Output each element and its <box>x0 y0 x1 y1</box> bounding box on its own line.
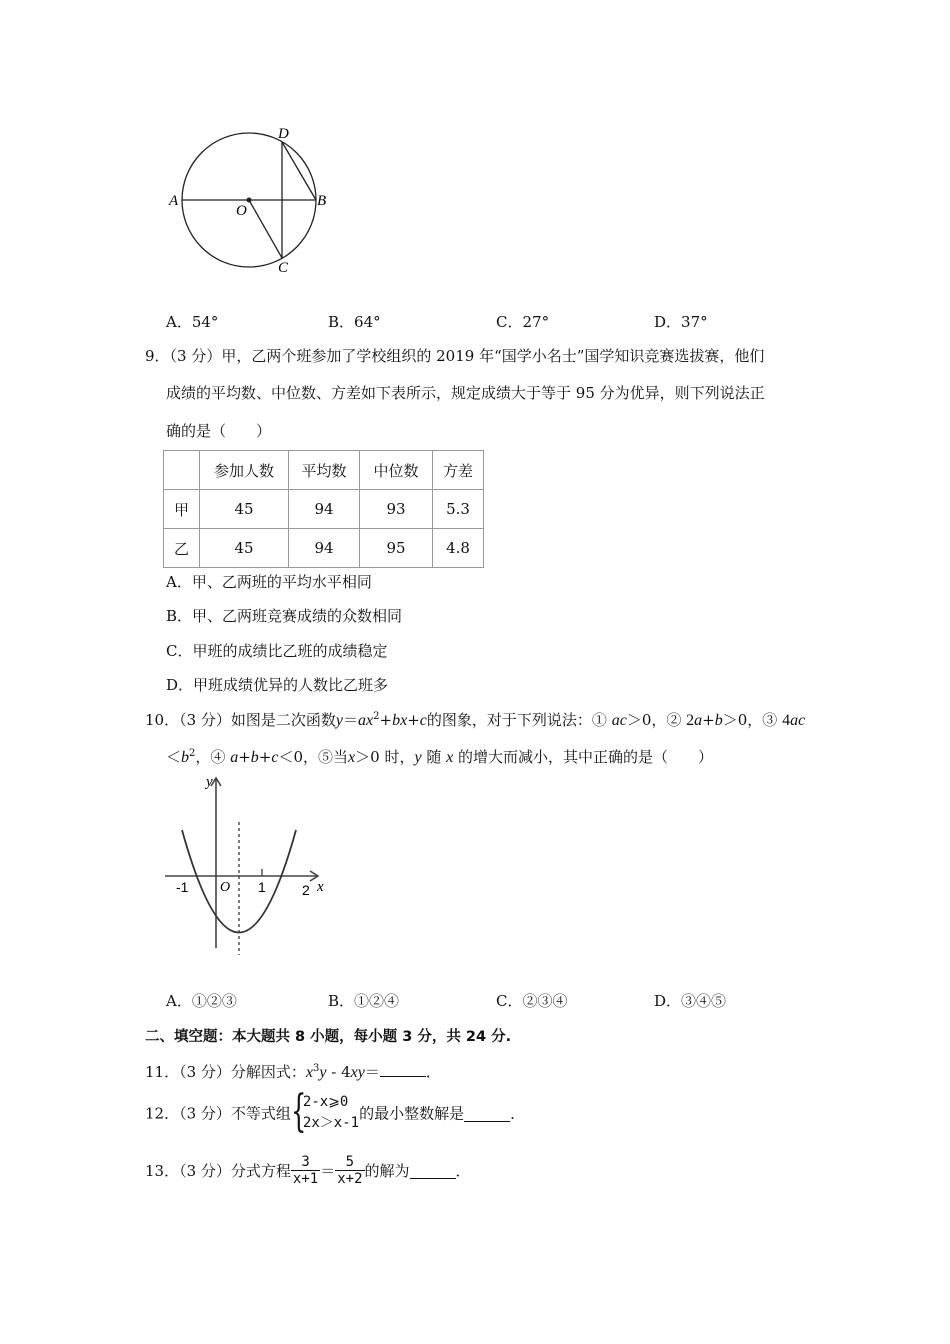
q11: 11．（3 分）分解因式：$x^3y - 4xy=$ ． <box>145 1060 441 1082</box>
q9-option-a: A．甲、乙两班的平均水平相同 <box>166 573 372 591</box>
statement-2: ② <box>666 711 682 729</box>
q11-end: ． <box>425 1063 441 1081</box>
label-D: D <box>278 126 289 142</box>
q10-option-d: D．③④⑤ <box>654 992 727 1010</box>
label-O: O <box>236 203 247 219</box>
q8-option-d: D．37° <box>654 313 708 331</box>
axis-label-y: y <box>206 774 213 790</box>
q11-text: （3 分）分解因式： <box>179 1063 306 1081</box>
q10-stem-2: 的图象，对于下列说法： <box>426 711 592 729</box>
table-cell: 94 <box>289 529 360 568</box>
q10-number: 10． <box>145 711 180 729</box>
answer-blank[interactable] <box>380 1060 426 1077</box>
q8-option-a: A．54° <box>166 313 219 331</box>
q8-option-b: B．64° <box>328 313 381 331</box>
q9-number: 9． <box>145 347 170 365</box>
axis-label-x: x <box>317 879 324 895</box>
numerator-left: 3 <box>291 1154 320 1171</box>
statement-3-end: ， <box>195 748 211 766</box>
q13-eq: ＝ <box>320 1162 336 1181</box>
table-header: 中位数 <box>360 451 433 490</box>
label-A: A <box>169 193 179 209</box>
q12-end: ． <box>510 1104 526 1123</box>
q10-line-1: 10．（3 分）如图是二次函数$y=ax^2+bx+c$的图象，对于下列说法：① ac＞0，② 2a+b＞0，③ 4ac <box>145 711 806 729</box>
q13-end: ． <box>455 1162 471 1181</box>
table-cell: 45 <box>200 490 289 529</box>
statement-4-rest: ＜0， <box>278 748 319 766</box>
q9-line-2: 成绩的平均数、中位数、方差如下表所示，规定成绩大于等于 95 分为优异，则下列说法正 <box>166 384 765 402</box>
inequality-1: 2-x⩾0 <box>302 1094 349 1110</box>
q13-number: 13． <box>145 1162 180 1181</box>
table-row <box>164 451 484 490</box>
table-cell: 甲 <box>164 490 200 529</box>
statement-3: ③ <box>762 711 778 729</box>
q9-option-c: C．甲班的成绩比乙班的成绩稳定 <box>166 642 388 660</box>
denominator-left: x+1 <box>292 1171 319 1188</box>
q11-minus: - 4 <box>326 1063 351 1081</box>
section-heading: 二、填空题：本大题共 8 小题，每小题 3 分，共 24 分. <box>145 1029 512 1045</box>
q9-option-d: D．甲班成绩优异的人数比乙班多 <box>166 676 389 694</box>
table-header: 平均数 <box>289 451 360 490</box>
statement-2-rest: ＞0， <box>722 711 763 729</box>
tick-label-1: 1 <box>258 879 266 895</box>
table-row <box>164 529 484 568</box>
inequality-2: 2x＞x-1 <box>302 1115 360 1131</box>
table-cell: 45 <box>200 529 289 568</box>
inequality-system <box>290 1086 360 1137</box>
table-header: 参加人数 <box>200 451 289 490</box>
q11-eq: ＝ <box>364 1063 380 1081</box>
table-cell: 5.3 <box>433 490 484 529</box>
answer-blank[interactable] <box>410 1162 456 1179</box>
q10-line-2: $<b^2$，④ a+b+c＜0，⑤当x＞0 时，y 随 x 的增大而减小，其中正确的是（ ） <box>166 748 714 766</box>
fraction-left <box>291 1154 320 1187</box>
numerator-right: 5 <box>335 1154 364 1171</box>
statement-5: ⑤当 <box>318 748 349 766</box>
tick-label-minus-1: -1 <box>176 879 189 895</box>
statement-4: ④ <box>210 748 226 766</box>
table-cell: 95 <box>360 529 433 568</box>
q11-number: 11． <box>145 1063 180 1081</box>
fraction-right <box>335 1154 364 1187</box>
q8-option-c: C．27° <box>496 313 550 331</box>
statement-3-coef: 4 <box>782 712 791 729</box>
q9-option-b: B．甲、乙两班竞赛成绩的众数相同 <box>166 607 403 625</box>
q9-stats-table <box>163 450 484 568</box>
q13-text: （3 分）分式方程 <box>179 1162 291 1181</box>
answer-blank[interactable] <box>464 1105 510 1122</box>
q13 <box>145 1154 471 1187</box>
statement-1: ① <box>591 711 607 729</box>
parabola-figure <box>160 770 340 955</box>
statement-5-a: ＞0 时， <box>355 748 415 766</box>
q9-stem-1: （3 分）甲，乙两个班参加了学校组织的 2019 年“国学小名士”国学知识竞赛选拔赛，他们 <box>169 347 765 365</box>
table-header: 方差 <box>433 451 484 490</box>
statement-1-rest: ＞0， <box>626 711 667 729</box>
origin-label: O <box>220 880 231 895</box>
q10-option-b: B．①②④ <box>328 992 400 1010</box>
statement-3-lt: ＜ <box>166 748 182 766</box>
q9-line-1 <box>145 345 764 366</box>
tick-label-2: 2 <box>302 882 310 898</box>
table-row <box>164 490 484 529</box>
table-cell: 4.8 <box>433 529 484 568</box>
table-cell: 94 <box>289 490 360 529</box>
denominator-right: x+2 <box>337 1171 363 1188</box>
statement-5-c: 的增大而减小，其中正确的是（ ） <box>458 748 714 766</box>
table-cell: 93 <box>360 490 433 529</box>
q12-number: 12． <box>145 1104 180 1123</box>
q10-option-a: A．①②③ <box>166 992 237 1010</box>
table-cell <box>164 451 200 490</box>
label-B: B <box>317 193 327 209</box>
q10-option-c: C．②③④ <box>496 992 568 1010</box>
q13-tail: 的解为 <box>364 1162 410 1181</box>
statement-5-b: 随 <box>426 748 442 766</box>
function-expr: y <box>335 712 344 729</box>
label-C: C <box>278 260 289 276</box>
q12 <box>145 1086 526 1137</box>
brace-icon: { <box>290 1086 307 1137</box>
q10-stem-1: （3 分）如图是二次函数 <box>179 711 336 729</box>
q12-tail: 的最小整数解是 <box>359 1104 465 1123</box>
q12-text: （3 分）不等式组 <box>179 1104 291 1123</box>
q9-line-3: 确的是（ ） <box>166 422 272 440</box>
table-cell: 乙 <box>164 529 200 568</box>
circle-figure <box>160 120 340 280</box>
